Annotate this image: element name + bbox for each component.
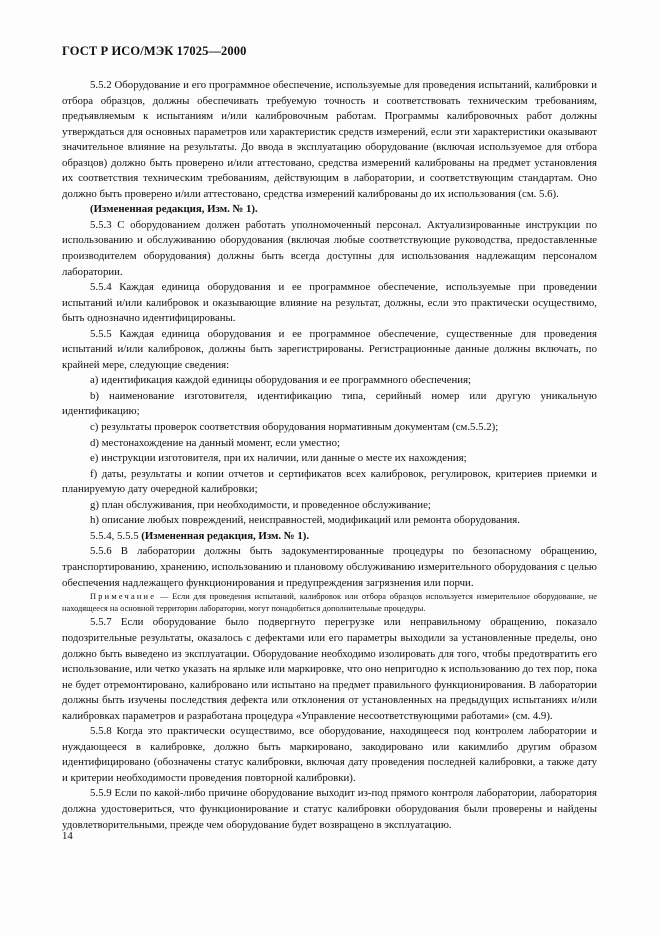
paragraph-5-5-2: 5.5.2 Оборудование и его программное обеспечение, используемые для проведения испытаний, калибровки и отбора образцов, должны обеспечивать требуемую точность и соответствовать техническим требованиям, предъявляемым к испытаниям и/или калибровочным работам. Программы калибровочных работ должны утверждаться для основных параметров или характеристик средств измерений, если эти характеристики оказывают значительное влияние на результаты. До ввода в эксплуатацию оборудование (включая используемое для отбора образцов) должно быть проверено и/или аттестовано, средства измерений калиброваны на предмет установления их соответствия техническим требованиям, действующим в лаборатории, и соответствующим стандартам. Оно должно быть проверено и/или аттестовано, средства измерений калиброваны до их использования (см. 5.6). — [62, 79, 597, 200]
paragraph-5-5-9: 5.5.9 Если по какой-либо причине оборудование выходит из-под прямого контроля лаборатории, лаборатория должна удостовериться, что функционирование и статус калибровки оборудования были проверены и найдены удовлетворительными, прежде чем оборудование будет возвращено в эксплуатацию. — [62, 787, 597, 831]
list-item-e: e) инструкции изготовителя, при их наличии, или данные о месте их нахождения; — [90, 452, 467, 465]
amendment-note-1: (Измененная редакция, Изм. № 1). — [90, 203, 258, 216]
paragraph-5-5-8: 5.5.8 Когда это практически осуществимо, все оборудование, находящееся под контролем лаборатории и нуждающееся в калибровке, должно быть маркировано, закодировано или какимлибо другим образом идентифицировано (обозначены статус калибровки, включая дату проведения последней калибровки, а также дату и критерии необходимости проведения повторной калибровки). — [62, 725, 597, 784]
amendment-note-2 — [62, 529, 597, 545]
note-label: Примечание — [90, 592, 157, 602]
amendment-note-2-prefix: 5.5.4, 5.5.5 — [90, 529, 142, 542]
note-text: — Если для проведения испытаний, калибровок или отбора образцов используется измерительное оборудование, не находящееся на основной территории лаборатории, могут понадобиться дополнительные процедуры. — [62, 592, 597, 614]
list-item-g: g) план обслуживания, при необходимости, и проведенное обслуживание; — [90, 498, 431, 511]
list-item-d: d) местонахождение на данный момент, если уместно; — [90, 436, 340, 449]
amendment-note-2-text: (Измененная редакция, Изм. № 1). — [141, 529, 310, 542]
document-body — [62, 78, 597, 833]
list-item-f: f) даты, результаты и копии отчетов и сертификатов всех калибровок, регулировок, критериев приемки и планируемую дату очередной калибровки; — [62, 467, 597, 496]
paragraph-5-5-3: 5.5.3 С оборудованием должен работать уполномоченный персонал. Актуализированные инструкции по использованию и обслуживанию оборудования (включая любые соответствующие руководства, предоставленные производителем оборудования) должны быть всегда доступны для использования надлежащим персоналом лаборатории. — [62, 218, 597, 278]
paragraph-5-5-6: 5.5.6 В лаборатории должны быть задокументированные процедуры по безопасному обращению, транспортированию, хранению, использованию и плановому обслуживанию измерительного оборудования с целью обеспечения надлежащего функционирования и предупреждения загрязнения или порчи. — [62, 545, 597, 589]
page-number: 14 — [62, 830, 73, 842]
list-item-a: a) идентификация каждой единицы оборудования и ее программного обеспечения; — [90, 374, 472, 387]
note-block — [62, 591, 597, 615]
page-header-title: ГОСТ Р ИСО/МЭК 17025—2000 — [62, 44, 247, 58]
list-item-b: b) наименование изготовителя, идентификацию типа, серийный номер или другую уникальную идентификацию; — [62, 389, 597, 418]
list-item-h: h) описание любых повреждений, неисправностей, модификаций или ремонта оборудования. — [90, 514, 520, 527]
paragraph-5-5-4: 5.5.4 Каждая единица оборудования и ее программное обеспечение, используемые при проведении испытаний и/или калибровок и оказывающие влияние на результат, должны, если это практически осуществимо, быть однозначно идентифицированы. — [62, 281, 597, 325]
paragraph-5-5-5: 5.5.5 Каждая единица оборудования и ее программное обеспечение, существенные для проведения испытаний и/или калибровок, должны быть зарегистрированы. Регистрационные данные должны включать, по крайней мере, следующие сведения: — [62, 327, 597, 371]
list-item-c: c) результаты проверок соответствия оборудования нормативным документам (см.5.5.2); — [90, 421, 499, 434]
paragraph-5-5-7: 5.5.7 Если оборудование было подвергнуто перегрузке или неправильному обращению, показало подозрительные результаты, оказалось с дефектами или его параметры выходили за установленные пределы, оно должно быть выведено из эксплуатации. Оборудование необходимо изолировать для того, чтобы предотвратить его использование, или четко указать на ярлыке или маркировке, что оно непригодно к использованию до тех пор, пока не будет отремонтировано, калибровано или испытано на предмет правильного функционирования. В лаборатории должны быть изучены последствия дефекта или отклонения от установленных на предыдущих испытаниях и/или калибровках параметров и разработана процедура «Управление несоответствующими работами» (см. 4.9). — [62, 616, 597, 722]
